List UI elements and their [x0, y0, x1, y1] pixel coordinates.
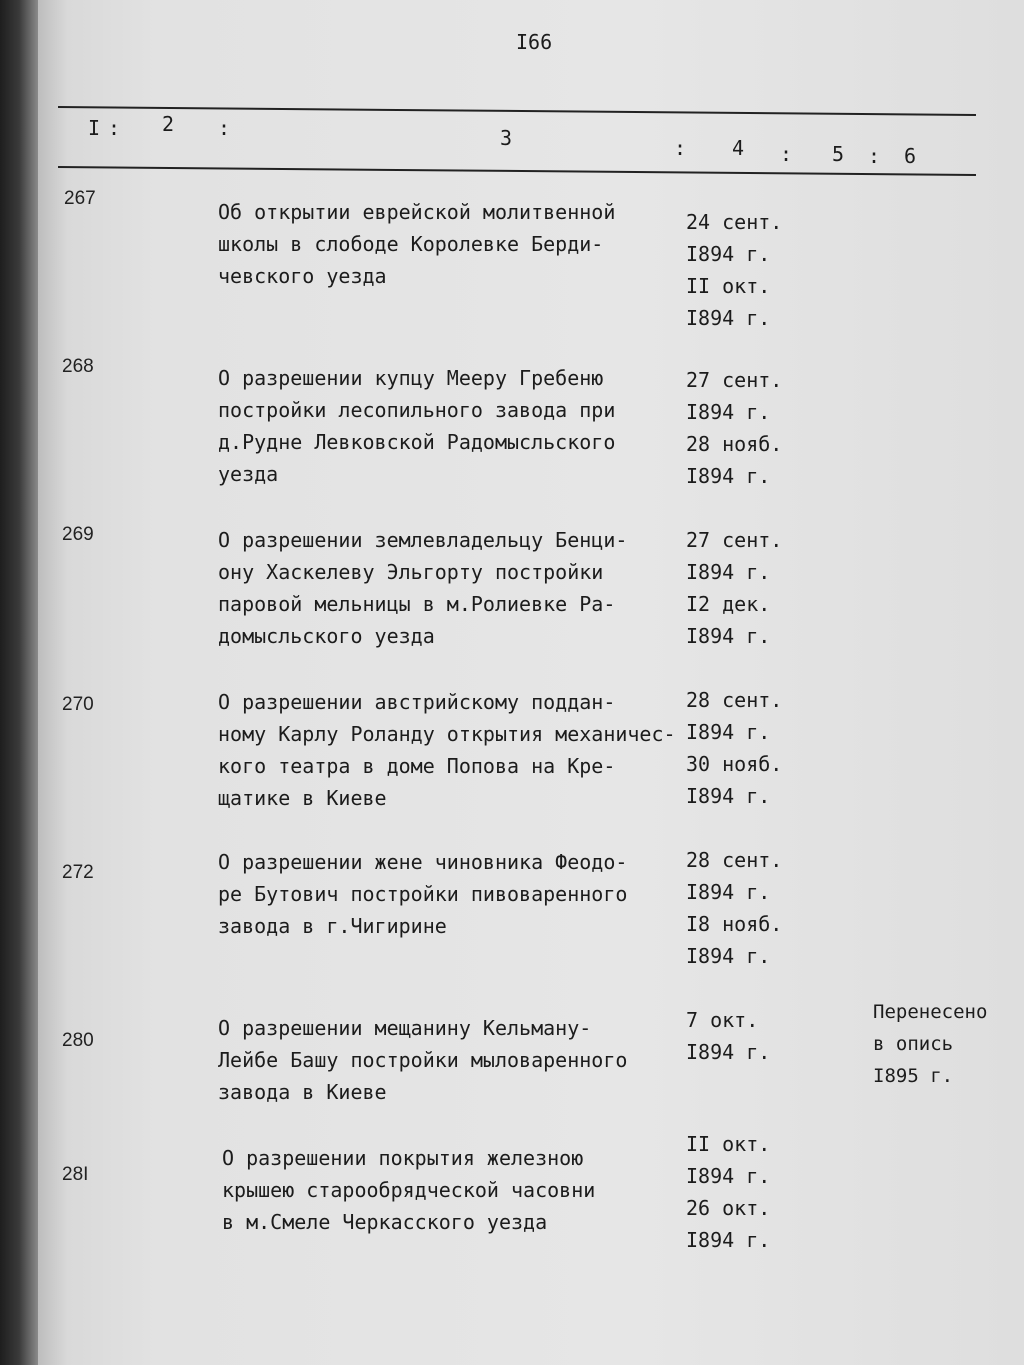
column-header-1: I [88, 116, 101, 140]
entry-dates: 24 сент. I894 г. II окт. I894 г. [686, 210, 783, 330]
entry-title: О разрешении землевладельцу Бенци- ону Хаскелеву Эльгорту постройки паровой мельницы в м.Ролиевке Ра- домысльского уезда [218, 528, 628, 648]
column-separator: : [674, 136, 687, 160]
entry-number: 267 [64, 188, 96, 209]
entry-number: 28I [62, 1164, 89, 1185]
column-separator: : [218, 116, 231, 140]
page-number: I66 [516, 30, 553, 54]
entry-title: О разрешении покрытия железною крышею старообрядческой часовни в м.Смеле Черкасского уезда [222, 1146, 596, 1234]
column-separator: : [868, 144, 881, 168]
entry-title: О разрешении жене чиновника Феодо- ре Бутович постройки пивоваренного завода в г.Чигирине [218, 850, 628, 938]
entry-title: О разрешении купцу Мееру Гребеню постройки лесопильного завода при д.Рудне Левковской Радомысльского уезда [218, 366, 616, 486]
header-bottom-rule [58, 166, 976, 176]
entry-dates: 27 сент. I894 г. 28 нояб. I894 г. [686, 368, 783, 488]
book-spine-shadow [0, 0, 38, 1365]
entry-number: 272 [62, 862, 94, 883]
column-header-2: 2 [162, 112, 175, 136]
column-header-6: 6 [904, 144, 917, 168]
column-header-5: 5 [832, 142, 845, 166]
entry-dates: 28 сент. I894 г. 30 нояб. I894 г. [686, 688, 783, 808]
column-separator: : [780, 142, 793, 166]
entry-dates: 7 окт. I894 г. [686, 1008, 771, 1064]
entry-title: О разрешении австрийскому поддан- ному Карлу Роланду открытия механичес- кого театра в доме Попова на Кре- щатике в Киеве [218, 690, 676, 810]
entry-dates: II окт. I894 г. 26 окт. I894 г. [686, 1132, 771, 1252]
header-top-rule [58, 106, 976, 116]
entry-number: 270 [62, 694, 94, 715]
entry-number: 269 [62, 524, 94, 545]
entry-number: 268 [62, 356, 94, 377]
column-header-3: 3 [500, 126, 513, 150]
transfer-note: Перенесено в опись I895 г. [873, 1001, 988, 1087]
column-separator: : [108, 116, 121, 140]
column-header-4: 4 [732, 136, 745, 160]
entry-title: О разрешении мещанину Кельману- Лейбе Башу постройки мыловаренного завода в Киеве [218, 1016, 628, 1104]
entry-dates: 27 сент. I894 г. I2 дек. I894 г. [686, 528, 783, 648]
entry-number: 280 [62, 1030, 94, 1051]
entry-dates: 28 сент. I894 г. I8 нояб. I894 г. [686, 848, 783, 968]
entry-title: Об открытии еврейской молитвенной школы в слободе Королевке Берди- чевского уезда [218, 200, 616, 288]
